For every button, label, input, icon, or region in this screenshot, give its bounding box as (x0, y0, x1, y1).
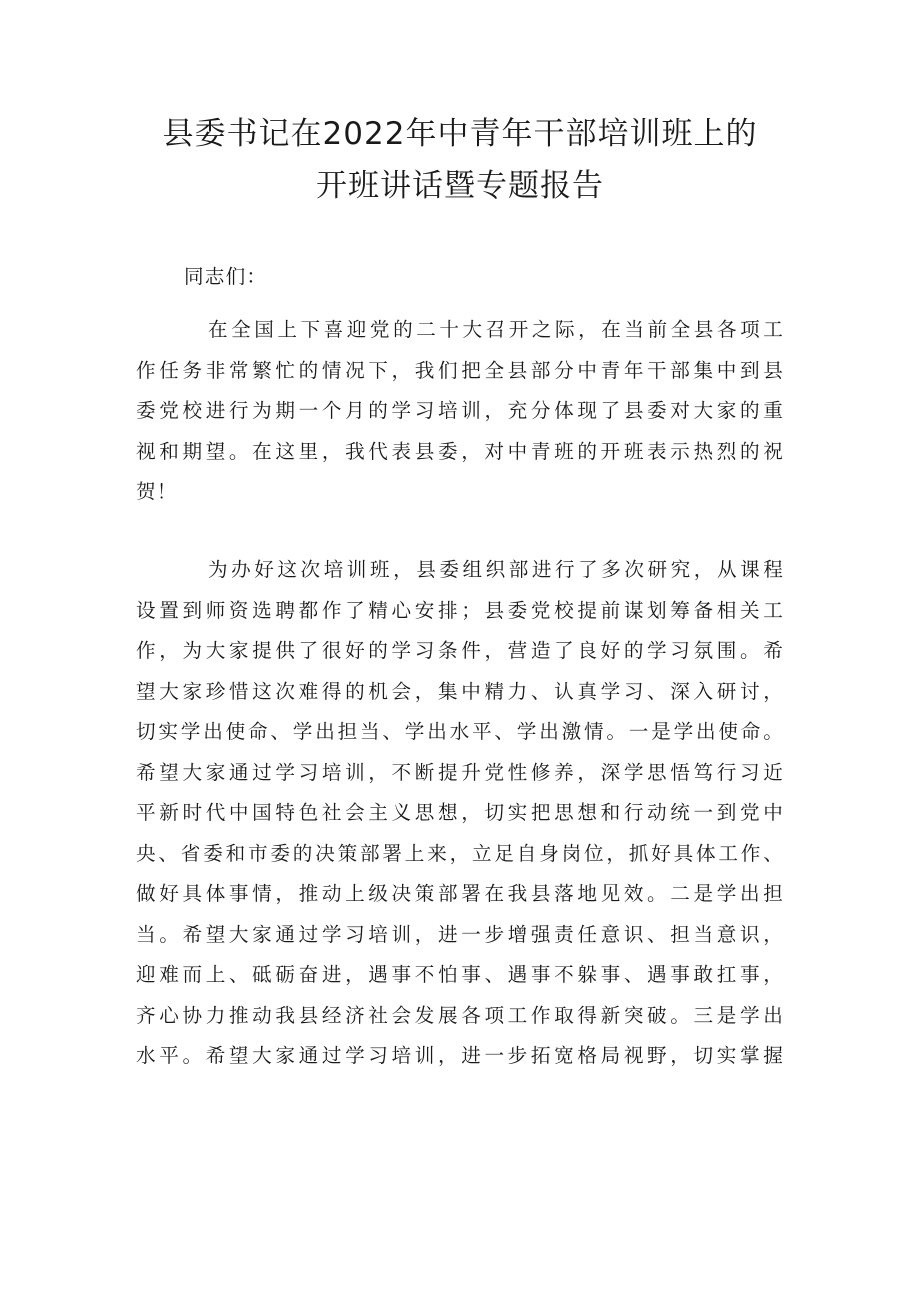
text-line: 作，为大家提供了很好的学习条件，营造了良好的学习氛围。希 (136, 639, 784, 662)
text-line: 望大家珍惜这次难得的机会，集中精力、认真学习、深入研讨， (136, 679, 784, 703)
text-line: 齐心协力推动我县经济社会发展各项工作取得新突破。三是学出 (136, 1003, 784, 1027)
document-title-line-2: 开班讲话暨专题报告 (316, 168, 604, 204)
text-line: 切实学出使命、学出担当、学出水平、学出激情。一是学出使命。 (136, 720, 784, 743)
greeting: 同志们： (184, 265, 268, 288)
text-line: 委党校进行为期一个月的学习培训，充分体现了县委对大家的重 (136, 399, 784, 422)
text-line: 希望大家通过学习培训，不断提升党性修养，深学思悟笃行习近 (136, 760, 784, 784)
text-line: 作任务非常繁忙的情况下，我们把全县部分中青年干部集中到县 (136, 358, 784, 382)
text-line: 做好具体事情，推动上级决策部署在我县落地见效。二是学出担 (136, 882, 784, 905)
paragraph-1 (136, 310, 784, 513)
text-line: 央、省委和市委的决策部署上来，立足自身岗位，抓好具体工作、 (136, 841, 784, 865)
text-line: 为办好这次培训班，县委组织部进行了多次研究，从课程 (208, 558, 784, 581)
text-line: 视和期望。在这里，我代表县委，对中青班的开班表示热烈的祝 (136, 439, 784, 463)
text-line: 贺！ (136, 480, 178, 503)
text-line: 在全国上下喜迎党的二十大召开之际，在当前全县各项工 (208, 318, 784, 341)
text-line: 水平。希望大家通过学习培训，进一步拓宽格局视野，切实掌握 (136, 1044, 784, 1067)
text-line: 当。希望大家通过学习培训，进一步增强责任意识、担当意识， (136, 922, 784, 946)
document-title-line-1: 县委书记在2022年中青年干部培训班上的 (162, 116, 758, 152)
text-line: 平新时代中国特色社会主义思想，切实把思想和行动统一到党中 (136, 801, 784, 824)
text-line: 迎难而上、砥砺奋进，遇事不怕事、遇事不躲事、遇事敢扛事， (136, 963, 784, 986)
text-line: 设置到师资选聘都作了精心安排；县委党校提前谋划筹备相关工 (136, 598, 784, 622)
paragraph-2 (136, 550, 784, 1077)
